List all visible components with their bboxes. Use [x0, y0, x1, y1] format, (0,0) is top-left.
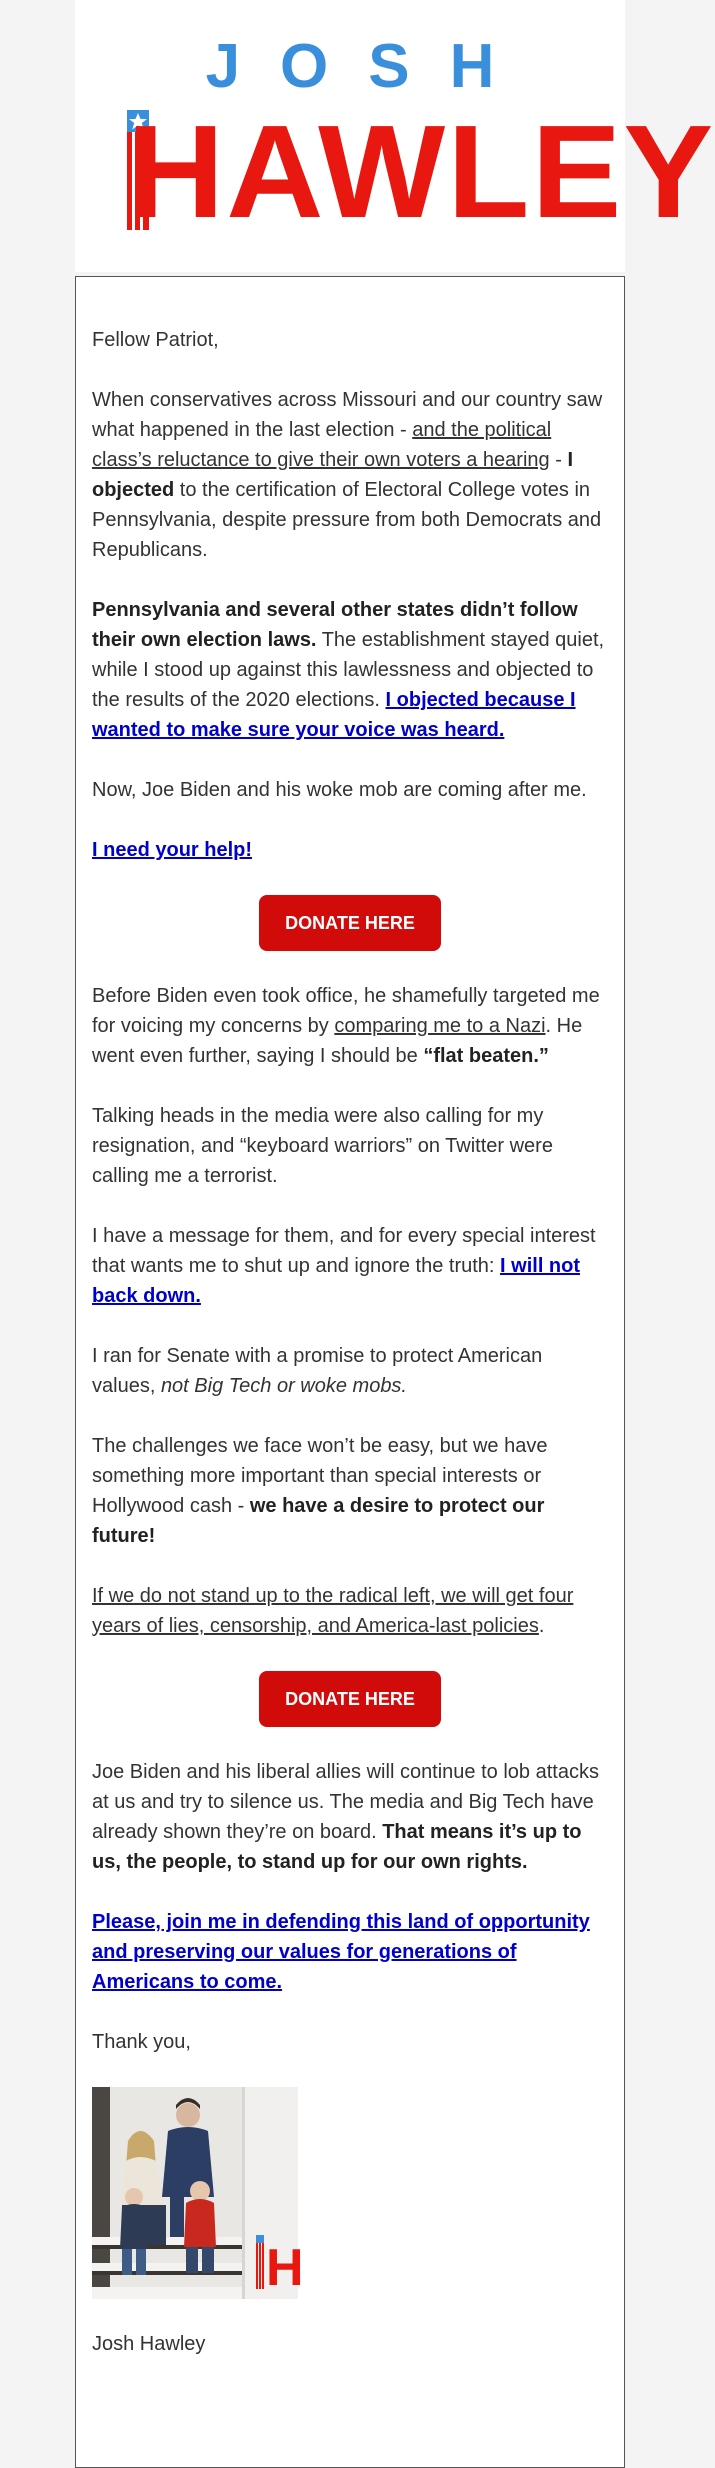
text: - — [549, 449, 568, 471]
signature: Josh Hawley — [92, 2333, 206, 2355]
closing: Thank you, — [92, 2031, 191, 2053]
photo-logo-letter: H — [266, 2239, 304, 2297]
paragraph-5 — [92, 981, 608, 1071]
text: . He went even further, saying I should be — [92, 1015, 583, 1067]
logo-last-name: HAWLEY — [127, 98, 715, 245]
paragraph-1 — [92, 385, 608, 565]
donate-row-2 — [92, 1671, 608, 1727]
email-content — [76, 277, 624, 2359]
italic-text: not Big Tech or woke mobs. — [160, 1375, 407, 1397]
underlined-text: If we do not stand up to the radical left, we will get four years of lies, censorship, and America-last policies — [92, 1585, 574, 1637]
paragraph-8 — [92, 1341, 608, 1401]
bold-text: I objected — [92, 449, 573, 501]
donate-button-2[interactable]: DONATE HERE — [259, 1671, 441, 1727]
text: to the certification of Electoral College votes in Pennsylvania, despite pressure from both Democrats and Republicans. — [92, 479, 602, 561]
text: Joe Biden and his liberal allies will continue to lob attacks at us and try to silence us. The media and Big Tech have already shown they’re on board. — [92, 1761, 599, 1843]
paragraph-11 — [92, 1757, 608, 1877]
text: When conservatives across Missouri and our country saw what happened in the last election - — [92, 389, 603, 441]
paragraph-9 — [92, 1431, 608, 1551]
family-photo — [92, 2087, 304, 2299]
donate-row-1 — [92, 895, 608, 951]
bold-text: “flat beaten.” — [423, 1045, 549, 1067]
bold-text: That means it’s up to us, the people, to stand up for our own rights. — [92, 1821, 582, 1873]
donate-button-1[interactable]: DONATE HERE — [259, 895, 441, 951]
voice-heard-link[interactable]: I objected because I wanted to make sure your voice was heard. — [92, 689, 576, 741]
text: I have a message for them, and for every special interest that wants me to shut up and ignore the truth: — [92, 1225, 596, 1277]
email-wrapper — [75, 0, 715, 2355]
bold-text: we have a desire to protect our future! — [92, 1495, 545, 1547]
photo-logo-mark — [256, 2235, 304, 2297]
need-help-link[interactable]: I need your help! — [92, 839, 253, 861]
text: I ran for Senate with a promise to protect American values, — [92, 1345, 543, 1397]
logo-first-name: JOSH — [205, 32, 535, 101]
underlined-text: comparing me to a Nazi — [334, 1015, 546, 1037]
text: Before Biden even took office, he shamefully targeted me for voicing my concerns by — [92, 985, 600, 1037]
paragraph-10 — [92, 1581, 608, 1641]
underlined-text: and the political class’s reluctance to give their own voters a hearing — [92, 419, 552, 471]
email-header — [75, 0, 715, 272]
paragraph-4 — [92, 835, 608, 865]
text: The challenges we face won’t be easy, but we have something more important than special interests or Hollywood cash - — [92, 1435, 548, 1517]
paragraph-6: Talking heads in the media were also calling for my resignation, and “keyboard warriors” on Twitter were calling me a terrorist. — [92, 1105, 553, 1187]
text: The establishment stayed quiet, while I stood up against this lawlessness and objected to the results of the 2020 elections. — [92, 629, 605, 711]
paragraph-2 — [92, 595, 608, 745]
paragraph-3: Now, Joe Biden and his woke mob are coming after me. — [92, 779, 587, 801]
bold-text: Pennsylvania and several other states didn’t follow their own election laws. — [92, 599, 578, 651]
join-me-link[interactable]: Please, join me in defending this land of opportunity and preserving our values for generations of Americans to come. — [92, 1911, 590, 1993]
greeting: Fellow Patriot, — [92, 329, 219, 351]
email-body-card — [75, 276, 625, 2468]
will-not-back-down-link[interactable]: I will not back down. — [92, 1255, 581, 1307]
text: . — [538, 1615, 545, 1637]
paragraph-12 — [92, 1907, 608, 1997]
paragraph-7 — [92, 1221, 608, 1311]
